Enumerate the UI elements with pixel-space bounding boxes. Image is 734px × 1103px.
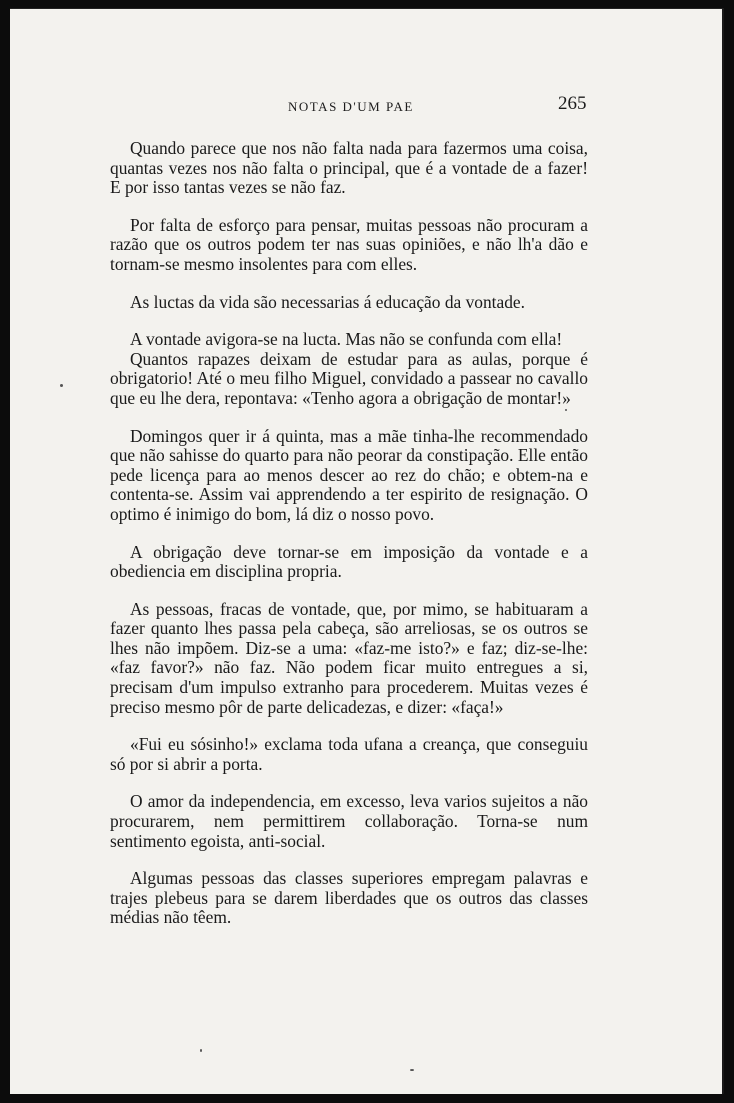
paragraph-8: As pessoas, fracas de vontade, que, por mimo, se habituaram a fazer quanto lhes passa pela cabeça, são arreliosas, se os outros se lhes não impõem. Diz-se a uma: «faz-me isto?» e faz; diz-se-lhe: «faz favor?» não faz. Não podem ficar muito entregues a si, precisam d'um impulso extranho para procederem. Muitas vezes é preciso mesmo pôr de parte delicadezas, e dizer: «faça!»	[110, 598, 588, 717]
paper-speck	[200, 1049, 202, 1052]
paper-speck	[565, 409, 567, 411]
paragraph-5: Quantos rapazes deixam de estudar para as aulas, porque é obrigatorio! Até o meu filho Miguel, convidado a passear no cavallo que eu lhe dera, repontava: «Tenho agora a obrigação de montar!»	[110, 348, 588, 408]
paragraph-3: As luctas da vida são necessarias á educação da vontade.	[130, 291, 525, 312]
page-body	[110, 139, 588, 946]
paragraph-4: A vontade avigora-se na lucta. Mas não se confunda com ella!	[130, 329, 563, 350]
paragraph-2: Por falta de esforço para pensar, muitas pessoas não procuram a razão que os outros podem ter nas suas opiniões, e não lh'a dão e tornam-se mesmo insolentes para com elles.	[110, 214, 588, 274]
paper-speck	[410, 1069, 414, 1071]
page-header	[10, 93, 722, 117]
book-page	[10, 8, 724, 1094]
paragraph-7: A obrigação deve tornar-se em imposição da vontade e a obediencia em disciplina propria.	[110, 541, 588, 582]
page-number: 265	[558, 93, 587, 114]
paragraph-10: O amor da independencia, em excesso, leva varios sujeitos a não procurarem, nem permittirem collaboração. Torna-se num sentimento egoista, anti-social.	[110, 791, 588, 851]
paragraph-1: Quando parece que nos não falta nada para fazermos uma coisa, quantas vezes nos não falta o principal, que é a vontade de a fazer! E por isso tantas vezes se não faz.	[110, 138, 588, 198]
running-head: NOTAS D'UM PAE	[288, 99, 414, 114]
paper-speck	[60, 384, 63, 387]
paragraph-11: Algumas pessoas das classes superiores empregam palavras e trajes plebeus para se darem liberdades que os outros das classes médias não têem.	[110, 868, 588, 928]
paragraph-9: «Fui eu sósinho!» exclama toda ufana a creança, que conseguiu só por si abrir a porta.	[110, 734, 588, 774]
paragraph-6: Domingos quer ir á quinta, mas a mãe tinha-lhe recommendado que não sahisse do quarto para não peorar da constipação. Elle então pede licença para ao menos descer ao rez do chão; e obtem-na e contenta-se. Assim vai apprendendo a ter espirito de resignação. O optimo é inimigo do bom, lá diz o nosso povo.	[110, 425, 588, 524]
